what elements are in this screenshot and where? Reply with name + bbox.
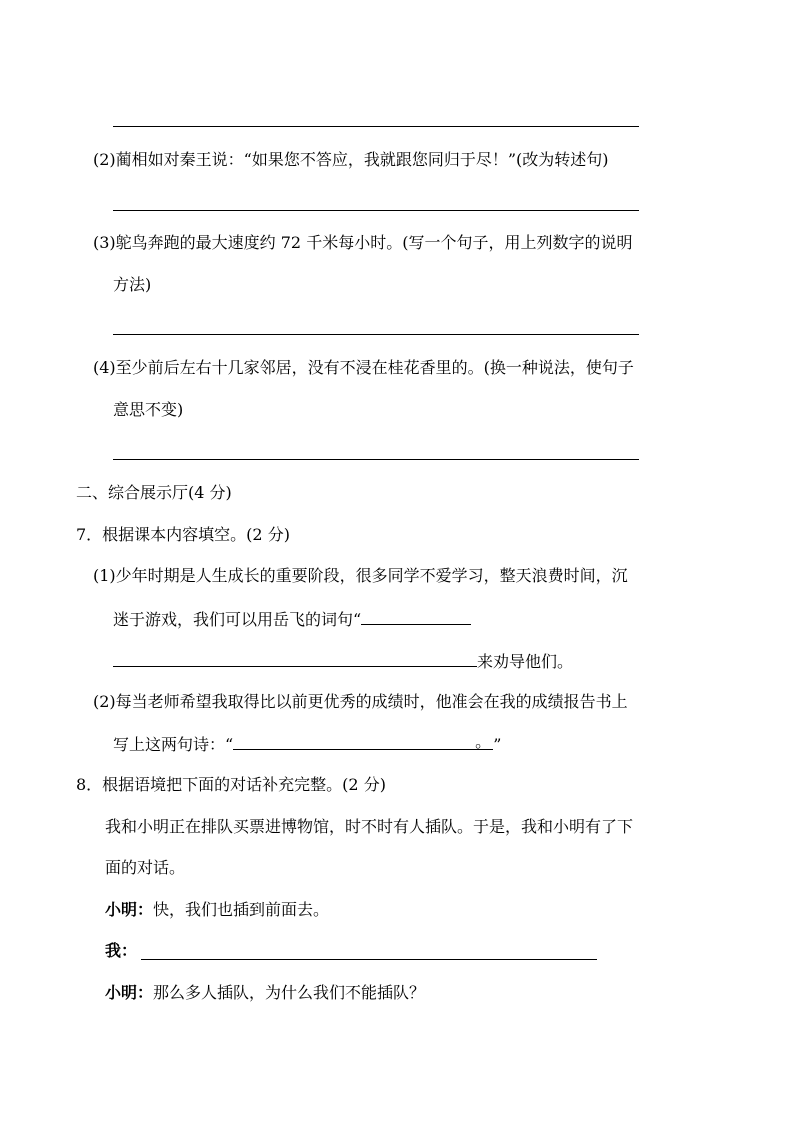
q7-item1-line2 bbox=[113, 608, 471, 630]
dialog-text: 快，我们也插到前面去。 bbox=[153, 900, 330, 919]
q8-stem: 8．根据语境把下面的对话补充完整。(2 分) bbox=[76, 775, 386, 794]
q6-item4-line2: 意思不变) bbox=[113, 400, 184, 419]
dialog-line-1 bbox=[105, 900, 329, 920]
q7-item2-blank-period: 。 bbox=[475, 732, 492, 751]
q7-item2-blank[interactable] bbox=[233, 733, 493, 750]
q8-intro-line1: 我和小明正在排队买票进博物馆，时不时有人插队。于是，我和小明有了下 bbox=[105, 817, 634, 836]
q7-item2-line1: (2)每当老师希望我取得比以前更优秀的成绩时，他准会在我的成绩报告书上 bbox=[93, 692, 628, 711]
q7-stem: 7．根据课本内容填空。(2 分) bbox=[76, 525, 290, 544]
answer-line-q6-2[interactable] bbox=[113, 210, 639, 211]
q7-item1-line2-text: 迷于游戏，我们可以用岳飞的词句“ bbox=[113, 610, 362, 629]
answer-line-q6-4[interactable] bbox=[113, 459, 639, 460]
q8-intro-line2: 面的对话。 bbox=[105, 858, 186, 877]
answer-line-q8[interactable] bbox=[141, 959, 597, 960]
answer-line-q6-1[interactable] bbox=[113, 126, 639, 127]
dialog-speaker: 我： bbox=[105, 941, 138, 960]
dialog-speaker: 小明： bbox=[105, 900, 154, 919]
q6-item2-text: (2)蔺相如对秦王说：“如果您不答应，我就跟您同归于尽！”(改为转述句) bbox=[93, 150, 609, 169]
q7-item1-line3 bbox=[113, 650, 573, 672]
q7-item1-blank-b[interactable] bbox=[113, 650, 477, 667]
q7-item1-line3-tail: 来劝导他们。 bbox=[477, 652, 574, 671]
dialog-text: 那么多人插队，为什么我们不能插队？ bbox=[153, 983, 426, 1002]
section2-heading: 二、综合展示厅(4 分) bbox=[76, 483, 232, 502]
q7-item2-line2-head: 写上这两句诗：“ bbox=[113, 735, 234, 754]
dialog-line-3 bbox=[105, 983, 425, 1003]
answer-line-q6-3[interactable] bbox=[113, 334, 639, 335]
q7-item2-line2-tail: ” bbox=[493, 735, 502, 754]
q7-item1-blank-a[interactable] bbox=[361, 608, 471, 625]
q6-item4-line1: (4)至少前后左右十几家邻居，没有不浸在桂花香里的。(换一种说法，使句子 bbox=[93, 358, 634, 377]
q6-item3-line2: 方法) bbox=[113, 275, 152, 294]
q7-item1-line1: (1)少年时期是人生成长的重要阶段，很多同学不爱学习，整天浪费时间，沉 bbox=[93, 566, 628, 585]
dialog-line-2 bbox=[105, 941, 137, 961]
dialog-speaker: 小明： bbox=[105, 983, 154, 1002]
q6-item3-line1: (3)鸵鸟奔跑的最大速度约 72 千米每小时。(写一个句子，用上列数字的说明 bbox=[93, 233, 633, 252]
q7-item2-line2 bbox=[113, 733, 501, 755]
